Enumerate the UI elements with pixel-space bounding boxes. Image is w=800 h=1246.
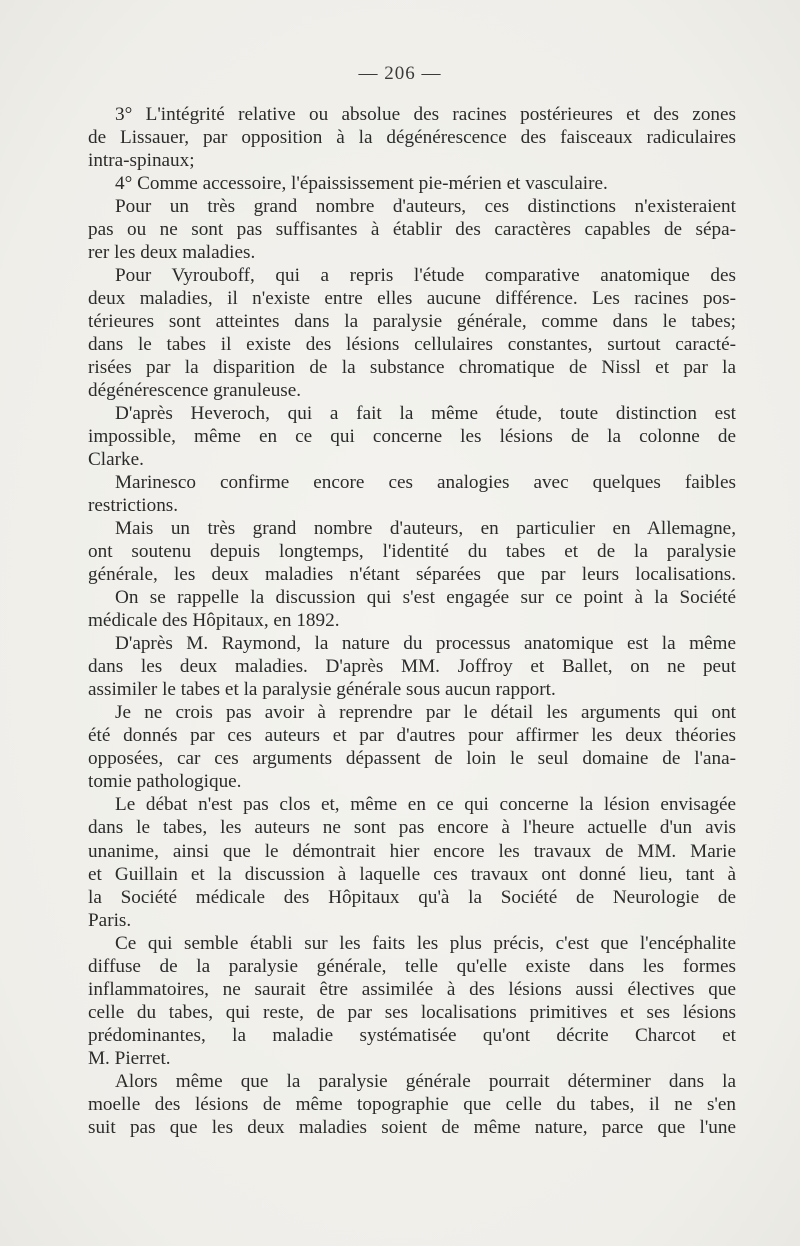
text-line: D'après M. Raymond, la nature du processus anatomique est la même [115,633,736,655]
text-line: pas ou ne sont pas suffisantes à établir des caractères capables de sépa- [88,219,736,241]
text-line: de Lissauer, par opposition à la dégénérescence des faisceaux radiculaires [88,127,736,149]
text-line: unanime, ainsi que le démontrait hier encore les travaux de MM. Marie [88,840,736,862]
text-line: été donnés par ces auteurs et par d'autres pour affirmer les deux théories [88,725,736,747]
text-line: Mais un très grand nombre d'auteurs, en particulier en Allemagne, [115,518,736,540]
text-line: dans le tabes, les auteurs ne sont pas encore à l'heure actuelle d'un avis [88,817,736,839]
text-line: dégénérescence granuleuse. [88,380,302,402]
text-line: inflammatoires, ne saurait être assimilée à des lésions aussi électives que [88,978,736,1000]
text-line: dans le tabes il existe des lésions cellulaires constantes, surtout caracté- [88,334,736,356]
text-line: impossible, même en ce qui concerne les lésions de la colonne de [88,426,736,448]
text-line: Pour Vyrouboff, qui a repris l'étude comparative anatomique des [115,265,736,287]
text-line: médicale des Hôpitaux, en 1892. [88,610,340,632]
text-line: Je ne crois pas avoir à reprendre par le détail les arguments qui ont [115,702,736,724]
text-line: celle du tabes, qui reste, de par ses localisations primitives et ses lésions [88,1001,736,1023]
body-text [88,103,736,1139]
text-line: ont soutenu depuis longtemps, l'identité du tabes et de la paralysie [88,541,736,563]
text-line: Ce qui semble établi sur les faits les plus précis, c'est que l'encéphalite [115,932,736,954]
text-line: suit pas que les deux maladies soient de même nature, parce que l'une [88,1116,736,1138]
text-line: dans les deux maladies. D'après MM. Joffroy et Ballet, on ne peut [88,656,736,678]
text-line: On se rappelle la discussion qui s'est engagée sur ce point à la Société [115,587,736,609]
text-line: tomie pathologique. [88,771,242,793]
text-line: moelle des lésions de même topographie que celle du tabes, il ne s'en [88,1093,736,1115]
text-line: D'après Heveroch, qui a fait la même étude, toute distinction est [115,403,736,425]
page-number: — 206 — [358,63,442,84]
text-line: restrictions. [88,495,179,517]
text-line: générale, les deux maladies n'étant séparées que par leurs localisations. [88,564,736,586]
text-line: risées par la disparition de la substance chromatique de Nissl et par la [88,357,736,379]
text-line: diffuse de la paralysie générale, telle qu'elle existe dans les formes [88,955,736,977]
text-line: 4° Comme accessoire, l'épaississement pie-mérien et vasculaire. [115,173,608,195]
text-line: et Guillain et la discussion à laquelle ces travaux ont donné lieu, tant à [88,863,736,885]
text-line: Paris. [88,909,132,931]
text-line: assimiler le tabes et la paralysie générale sous aucun rapport. [88,679,556,701]
text-line: la Société médicale des Hôpitaux qu'à la Société de Neurologie de [88,886,736,908]
text-line: Pour un très grand nombre d'auteurs, ces distinctions n'existeraient [115,196,736,218]
text-line: Alors même que la paralysie générale pourrait déterminer dans la [115,1070,736,1092]
text-line: Le débat n'est pas clos et, même en ce qui concerne la lésion envisagée [115,794,736,816]
text-line: prédominantes, la maladie systématisée qu'ont décrite Charcot et [88,1024,736,1046]
text-line: Marinesco confirme encore ces analogies avec quelques faibles [115,472,736,494]
text-line: M. Pierret. [88,1047,171,1069]
text-line: intra-spinaux; [88,150,195,172]
text-line: deux maladies, il n'existe entre elles aucune différence. Les racines pos- [88,288,736,310]
text-line: 3° L'intégrité relative ou absolue des racines postérieures et des zones [115,104,736,125]
text-line: rer les deux maladies. [88,242,256,264]
text-line: térieures sont atteintes dans la paralysie générale, comme dans le tabes; [88,311,736,333]
text-line: opposées, car ces arguments dépassent de loin le seul domaine de l'ana- [88,748,736,770]
text-line: Clarke. [88,449,144,471]
